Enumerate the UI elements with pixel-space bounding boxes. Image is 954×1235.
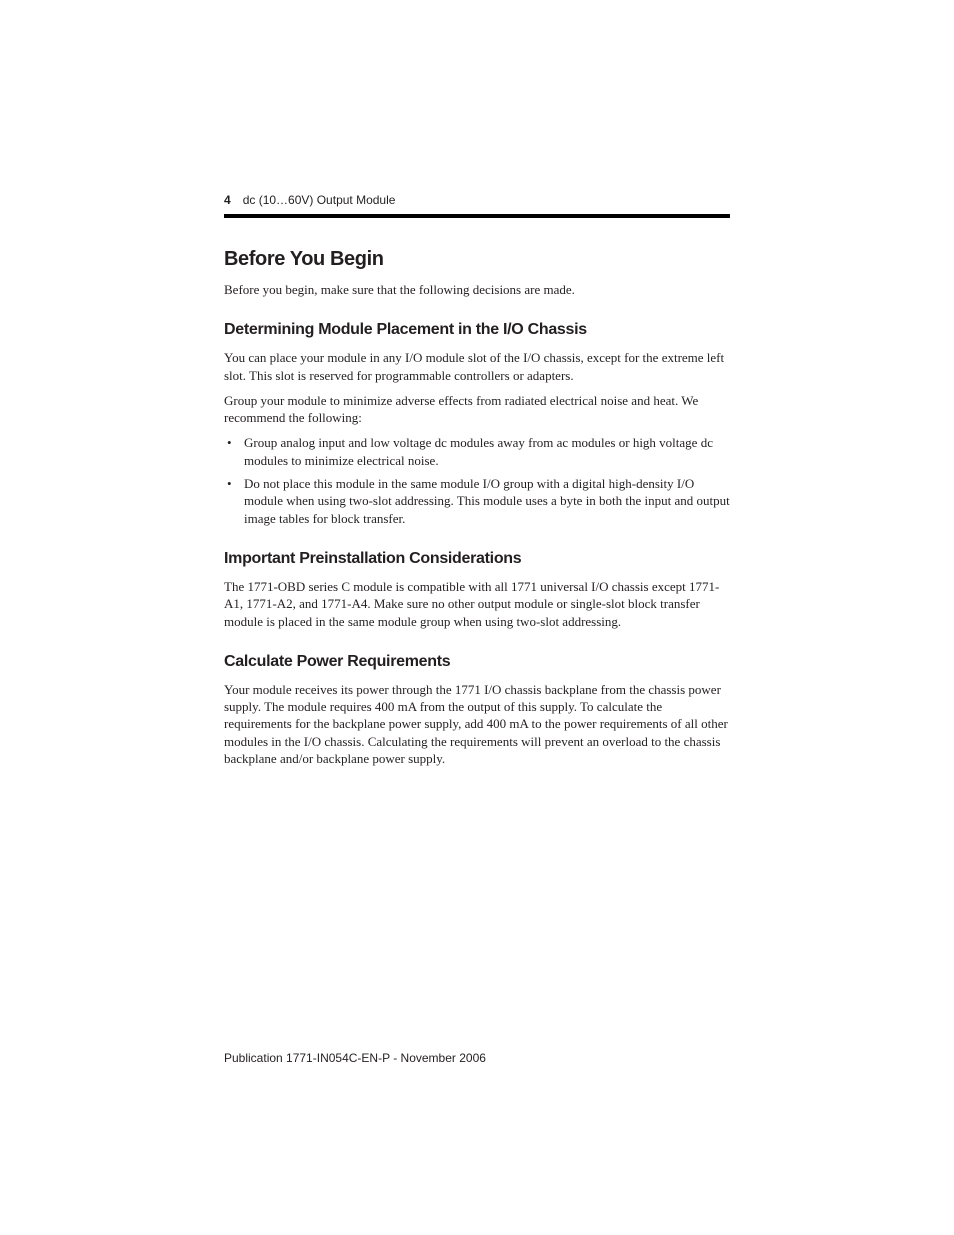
section-heading: Calculate Power Requirements bbox=[224, 652, 451, 670]
main-content bbox=[224, 246, 730, 775]
header-rule bbox=[224, 214, 730, 218]
bullet-icon: • bbox=[227, 476, 232, 492]
section-heading: Important Preinstallation Considerations bbox=[224, 549, 522, 567]
section-preinstallation bbox=[224, 549, 730, 630]
recommendation-list bbox=[224, 434, 730, 526]
list-item bbox=[224, 475, 730, 527]
running-header-title: dc (10…60V) Output Module bbox=[242, 193, 396, 207]
running-header bbox=[224, 192, 395, 208]
section-power-requirements bbox=[224, 652, 730, 767]
body-paragraph: Group your module to minimize adverse effects from radiated electrical noise and heat. We recommend the following: bbox=[224, 392, 699, 426]
section-module-placement bbox=[224, 320, 730, 527]
body-paragraph: You can place your module in any I/O module slot of the I/O chassis, except for the extreme left slot. This slot is reserved for programmable controllers or adapters. bbox=[224, 350, 725, 383]
page-number: 4 bbox=[224, 193, 231, 207]
intro-paragraph: Before you begin, make sure that the following decisions are made. bbox=[224, 282, 575, 297]
page-title: Before You Begin bbox=[224, 248, 384, 270]
list-item bbox=[224, 434, 730, 469]
body-paragraph: The 1771-OBD series C module is compatible with all 1771 universal I/O chassis except 1771-A1, 1771-A2, and 1771-A4. Make sure no other output module or single-slot block transfer module is placed in the same module group when using two-slot addressing. bbox=[224, 578, 720, 629]
bullet-icon: • bbox=[227, 435, 232, 451]
publication-footer: Publication 1771-IN054C-EN-P - November 2006 bbox=[224, 1051, 486, 1065]
list-item-text: Do not place this module in the same module I/O group with a digital high-density I/O module when using two-slot addressing. This module uses a byte in both the input and output image tables for block transfer. bbox=[244, 476, 730, 526]
section-heading: Determining Module Placement in the I/O Chassis bbox=[224, 321, 587, 339]
body-paragraph: Your module receives its power through the 1771 I/O chassis backplane from the chassis power supply. The module requires 400 mA from the output of this supply. To calculate the requirements for the backplane power supply, add 400 mA to the power requirements of all other modules in the I/O chassis. Calculating the requirements will prevent an overload to the chassis backplane and/or backplane power supply. bbox=[224, 681, 728, 767]
list-item-text: Group analog input and low voltage dc modules away from ac modules or high voltage dc modules to minimize electrical noise. bbox=[244, 435, 713, 468]
